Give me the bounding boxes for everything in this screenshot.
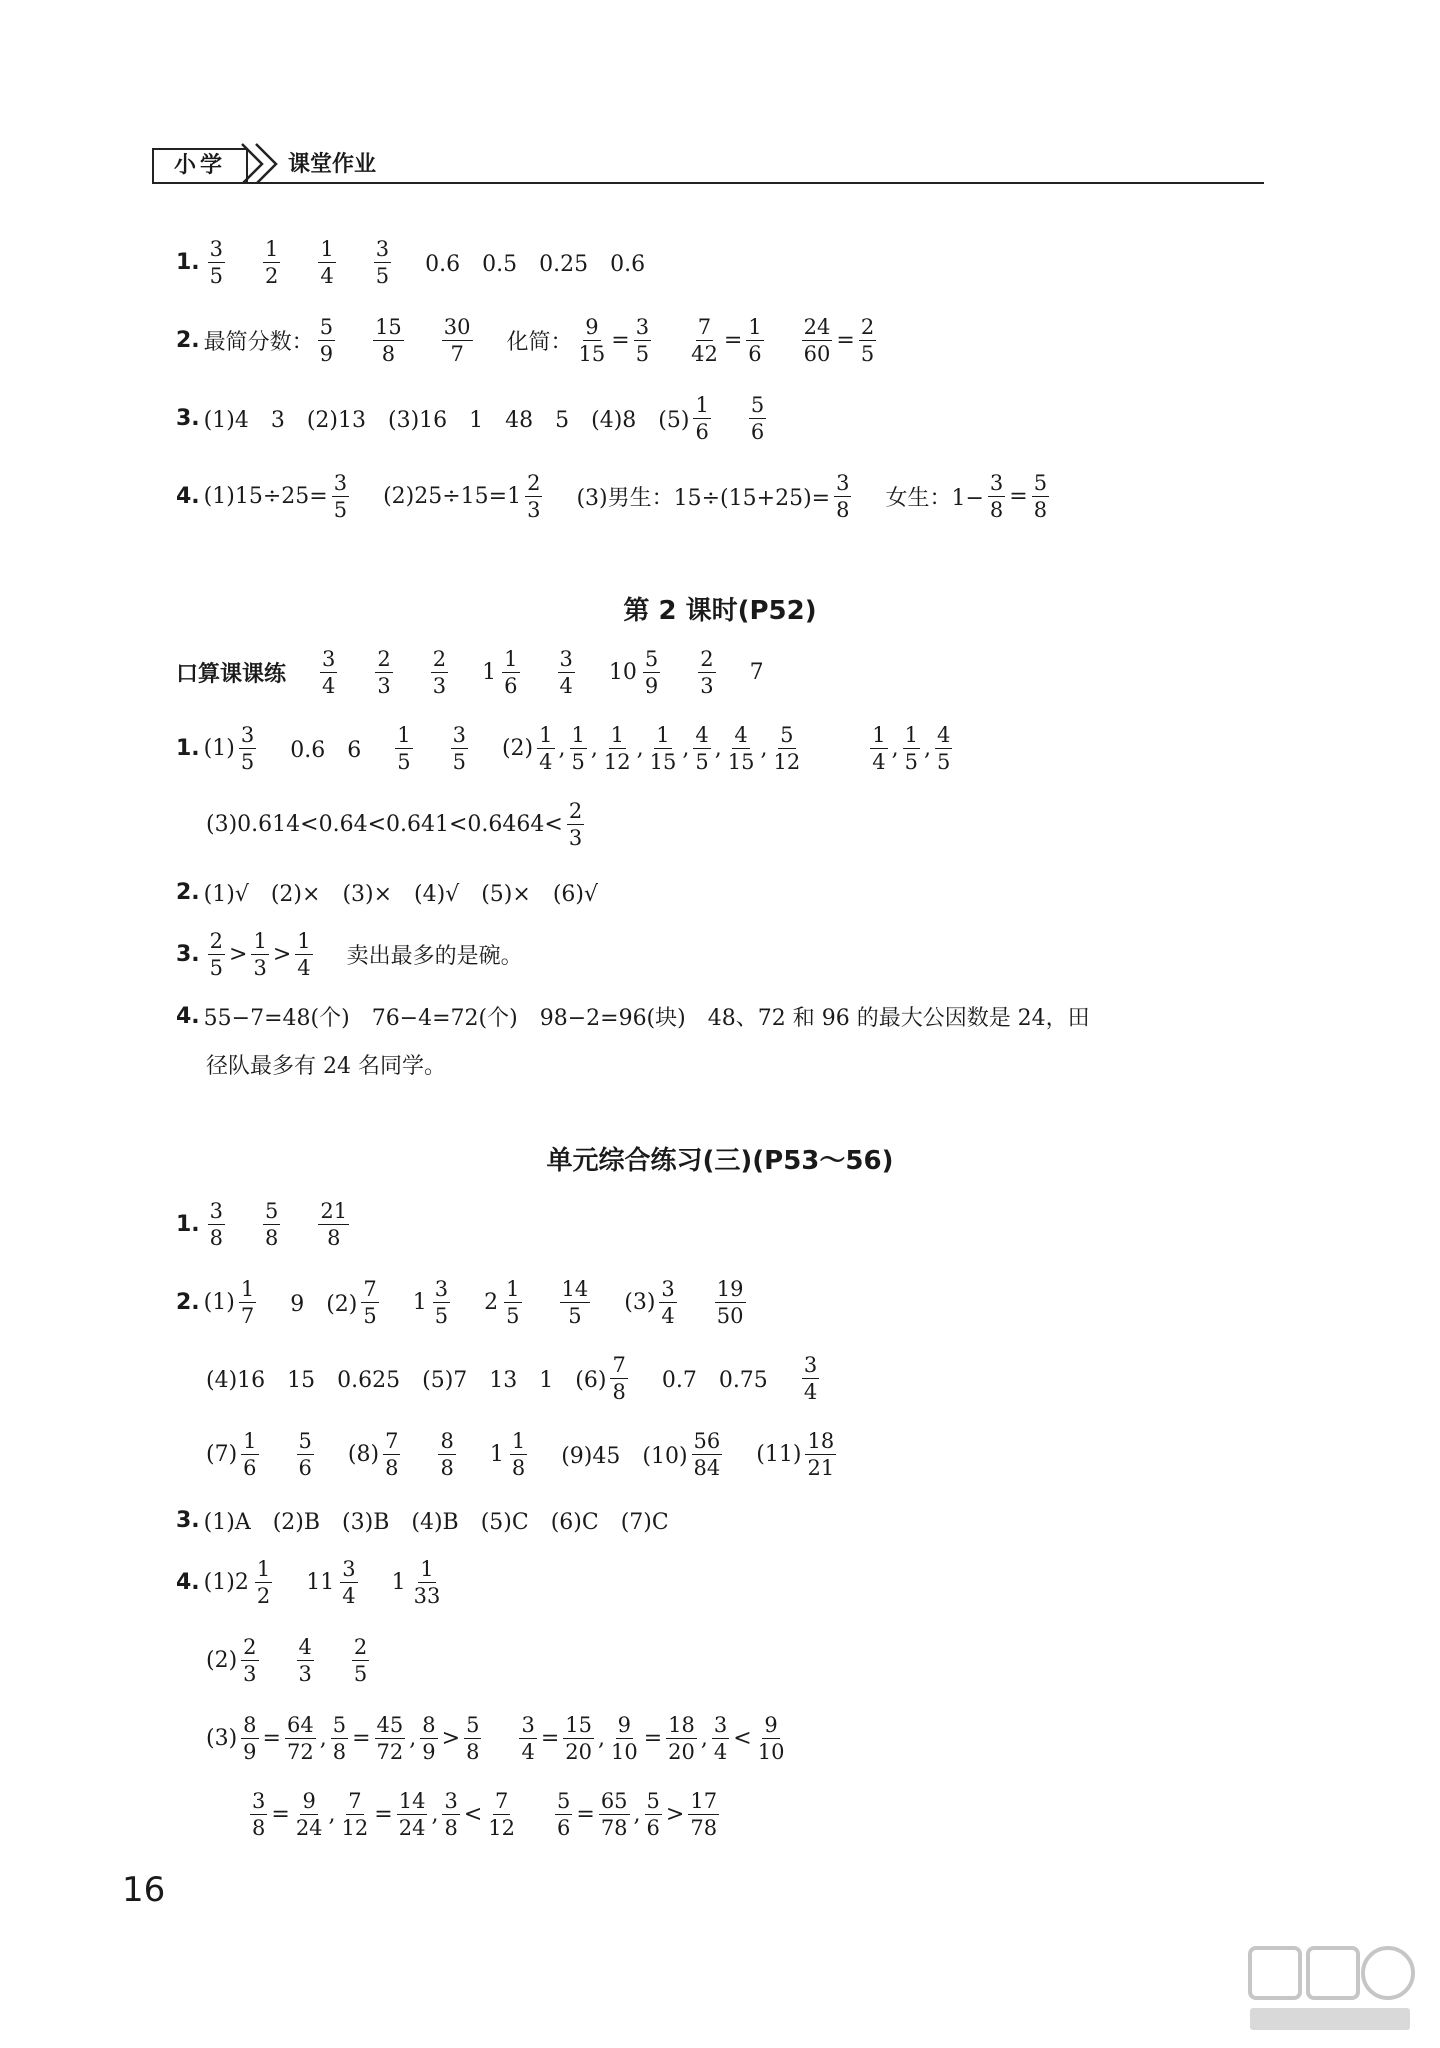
s3-line-2c: (7) $\frac{1}{6}$ $\frac{5}{6}$ (8) $\frac{7}{8}$ $\frac{8}{8}$ 1 $\frac{1}{8}$ (9)45 (10) $\frac{56}{84}$ (11) $\frac{18}{21}$ [206,1428,835,1480]
s2-line-4b: 径队最多有 24 名同学。 [206,1053,446,1079]
header-title: 课堂作业 [288,152,377,177]
s3-line-2b: (4)16 15 0.625 (5)7 13 1 (6) $\frac{7}{8}$ 0.7 0.75 $\frac{3}{4}$ [206,1352,818,1404]
s3-line-1: 1. $\frac{3}{8}$ $\frac{5}{8}$ $\frac{21}{8}$ [176,1198,348,1250]
header-rule [152,182,1264,184]
s2-line-1b: (3)0.614<0.64<0.641<0.6464< $\frac{2}{3}$ [206,798,583,850]
s2-line-1: 1. (1) $\frac{3}{5}$ 0.6 6 $\frac{1}{5}$ $\frac{3}{5}$ (2) $\frac{1}{4}$ , $\frac{1}{5}$ , $\frac{1}{12}$ , $\frac{1}{15}$ , $\frac{4}{5}$ , $\frac{4}{15}$ , $\frac{5}{12}$ $\frac{1}{4}$ , $\frac{1}{5}$ , $\frac{4}{5}$ [176,722,951,774]
header-badge: 小学 [152,148,248,184]
s3-line-4b: (2) $\frac{2}{3}$ $\frac{4}{3}$ $\frac{2}{5}$ [206,1634,368,1686]
s3-line-4c: (3) $\frac{8}{9}$ = $\frac{64}{72}$ , $\frac{5}{8}$ = $\frac{45}{72}$ , $\frac{8}{9}$ > $\frac{5}{8}$ $\frac{3}{4}$ = $\frac{15}{20}$ , $\frac{9}{10}$ = $\frac{18}{20}$ , $\frac{3}{4}$ < $\frac{9}{10}$ [206,1712,785,1764]
s1-line-4: 4. (1)15÷25= $\frac{3}{5}$ (2)25÷15=1 $\frac{2}{3}$ (3)男生：15÷(15+25)= $\frac{3}{8}$ 女生：1− $\frac{3}{8}$ = $\frac{5}{8}$ [176,470,1048,522]
double-chevron-icon [236,140,292,184]
s1-line-3: 3. (1)4 3 (2)13 (3)16 1 48 5 (4)8 (5) $\frac{1}{6}$ $\frac{5}{6}$ [176,392,765,444]
s2-line-4: 4. 55−7=48(个) 76−4=72(个) 98−2=96(块) 48、72 和 96 的最大公因数是 24，田 [176,1003,1090,1031]
s1-line-2: 2. 最简分数： $\frac{5}{9}$ $\frac{15}{8}$ $\frac{30}{7}$ 化简： $\frac{9}{15}$ = $\frac{3}{5}$ $\frac{7}{42}$ = $\frac{1}{6}$ $\frac{24}{60}$ = $\frac{2}{5}$ [176,314,875,366]
s2-line-3: 3. $\frac{2}{5}$ > $\frac{1}{3}$ > $\frac{1}{4}$ 卖出最多的是碗。 [176,928,523,980]
s1-line-1: 1. $\frac{3}{5}$ $\frac{1}{2}$ $\frac{1}{4}$ $\frac{3}{5}$ 0.6 0.5 0.25 0.6 [176,236,646,288]
section-title-3: 单元综合练习(三)(P53～56) [546,1146,894,1176]
s3-line-3: 3. (1)A (2)B (3)B (4)B (5)C (6)C (7)C [176,1507,669,1535]
s2-oral-line: 口算课课练 $\frac{3}{4}$ $\frac{2}{3}$ $\frac{2}{3}$ 1 $\frac{1}{6}$ $\frac{3}{4}$ 10 $\frac{5}{9}$ $\frac{2}{3}$ 7 [176,646,764,698]
page-number: 16 [122,1870,166,1910]
page-header [152,140,1264,184]
s3-line-4d: $\frac{3}{8}$ = $\frac{9}{24}$ , $\frac{7}{12}$ = $\frac{14}{24}$ , $\frac{3}{8}$ < $\frac{7}{12}$ $\frac{5}{6}$ = $\frac{65}{78}$ , $\frac{5}{6}$ > $\frac{17}{78}$ [252,1788,718,1840]
watermark-logo-icon [1240,1940,1420,2040]
s2-line-2: 2. (1)√ (2)× (3)× (4)√ (5)× (6)√ [176,879,599,907]
section-title-2: 第 2 课时(P52) [623,596,817,626]
s3-line-4: 4. (1) 2 $\frac{1}{2}$ 11 $\frac{3}{4}$ 1 $\frac{1}{33}$ [176,1556,441,1608]
s3-line-2: 2. (1) $\frac{1}{7}$ 9 (2) $\frac{7}{5}$ 1 $\frac{3}{5}$ 2 $\frac{1}{5}$ $\frac{14}{5}$ (3) $\frac{3}{4}$ $\frac{19}{50}$ [176,1276,744,1328]
